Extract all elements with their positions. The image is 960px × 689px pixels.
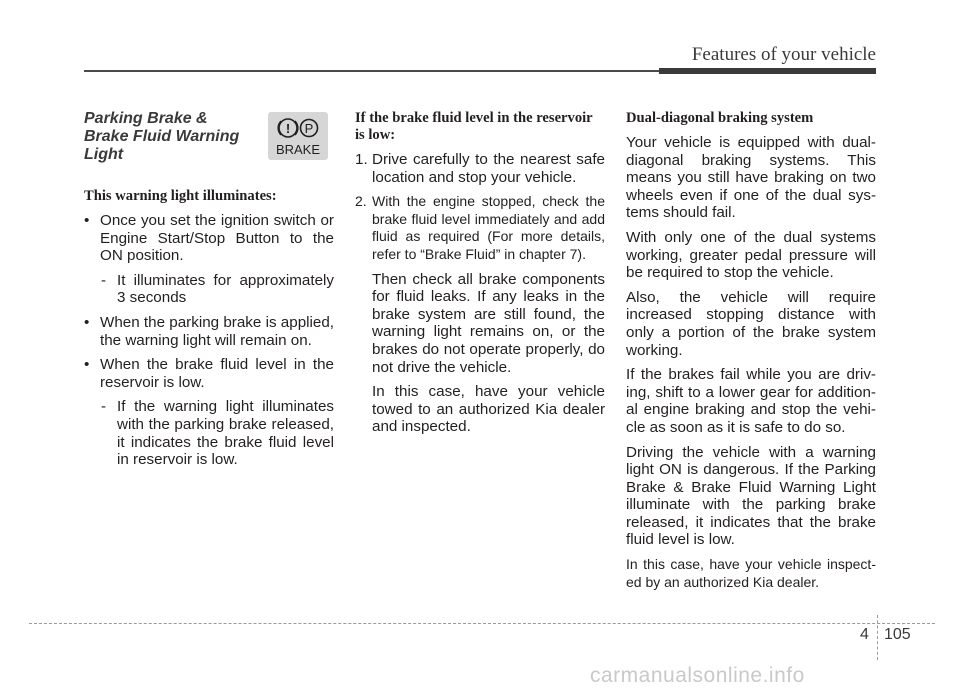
header-title: Features of your vehicle bbox=[691, 44, 876, 65]
step-text: Drive carefully to the nearest safe location and stop your vehicle. bbox=[372, 151, 605, 186]
footer-rule bbox=[29, 623, 935, 624]
step-number: 1. bbox=[355, 151, 368, 168]
sub-dash: - bbox=[101, 271, 107, 289]
parking-symbol: P bbox=[304, 121, 314, 136]
bullet-item bbox=[84, 356, 334, 391]
numbered-step bbox=[355, 193, 605, 263]
footer-divider bbox=[877, 615, 878, 660]
sub-text: If the warning light illuminates with the parking brake released, it indicates the brake fluid level in reservoir is low. bbox=[117, 398, 334, 469]
exclamation-symbol: ! bbox=[285, 121, 291, 136]
bullet-item bbox=[84, 314, 334, 349]
section-title: Parking Brake & Brake Fluid Warning Light bbox=[84, 110, 240, 163]
bullet-text: When the parking brake is applied, the warning light will remain on. bbox=[100, 313, 334, 349]
paragraph: Your vehicle is equipped with dual-diagonal braking systems. This means you still have braking on two wheels even if one of the dual sys-tems should fail. bbox=[626, 134, 876, 222]
brake-label: BRAKE bbox=[275, 142, 321, 157]
paragraph: Also, the vehicle will require increased stopping distance with only a portion of the brake system working. bbox=[626, 288, 876, 359]
brake-warning-graphic bbox=[268, 112, 328, 160]
paragraph: In this case, have your vehicle towed to an authorized Kia dealer and inspected. bbox=[372, 383, 605, 436]
sub-item bbox=[84, 398, 334, 468]
bullet-dot: • bbox=[84, 313, 90, 331]
paragraph: If the brakes fail while you are driv-ing, shift to a lower gear for addition-al engine braking and stop the vehi-cle as soon as it is safe to do so. bbox=[626, 366, 876, 436]
paragraph: Then check all brake components for fluid leaks. If any leaks in the brake system are still found, the warning light remains on, or the brakes do not operate properly, do not drive the vehicle. bbox=[372, 270, 605, 376]
bullet-dot: • bbox=[84, 212, 90, 229]
sub-text: It illuminates for approximately 3 seconds bbox=[117, 271, 334, 307]
bullet-dot: • bbox=[84, 356, 90, 374]
bullet-text: When the brake fluid level in the reservoir is low. bbox=[100, 356, 334, 391]
illuminates-heading: This warning light illuminates: bbox=[84, 188, 277, 204]
paragraph: In this case, have your vehicle inspect-ed by an authorized Kia dealer. bbox=[626, 556, 876, 590]
chapter-number: 4 bbox=[860, 626, 869, 643]
column-2 bbox=[355, 110, 605, 443]
bullet-item bbox=[84, 212, 334, 265]
paragraph: With only one of the dual systems working, greater pedal pressure will be required to stop the vehicle. bbox=[626, 228, 876, 282]
column-1 bbox=[84, 110, 334, 476]
sub-item bbox=[84, 272, 334, 307]
page-number: 105 bbox=[884, 626, 911, 643]
header-rule-accent bbox=[659, 68, 876, 74]
bullet-text: Once you set the ignition switch or Engine Start/Stop Button to the ON position. bbox=[100, 212, 334, 265]
sub-dash: - bbox=[101, 398, 107, 416]
column-3 bbox=[626, 110, 876, 598]
step-number: 2. bbox=[355, 193, 367, 210]
header-rule bbox=[84, 70, 659, 72]
step-text: With the engine stopped, check the brake fluid level immediately and add fluid as required (For more details, refer to “Brake Fluid” in chapter 7). bbox=[372, 193, 605, 262]
paragraph: Driving the vehicle with a warning light ON is dangerous. If the Parking Brake & Brake Fluid Warning Light illuminate with the parking brake released, it indicates that the brake fluid level is low. bbox=[626, 443, 876, 549]
watermark: carmanualsonline.info bbox=[590, 664, 805, 687]
brake-warning-icon bbox=[268, 112, 328, 160]
dual-diagonal-heading: Dual-diagonal braking system bbox=[626, 110, 814, 126]
low-fluid-heading: If the brake fluid level in the reservoir is low: bbox=[355, 110, 593, 143]
numbered-step bbox=[355, 151, 605, 186]
